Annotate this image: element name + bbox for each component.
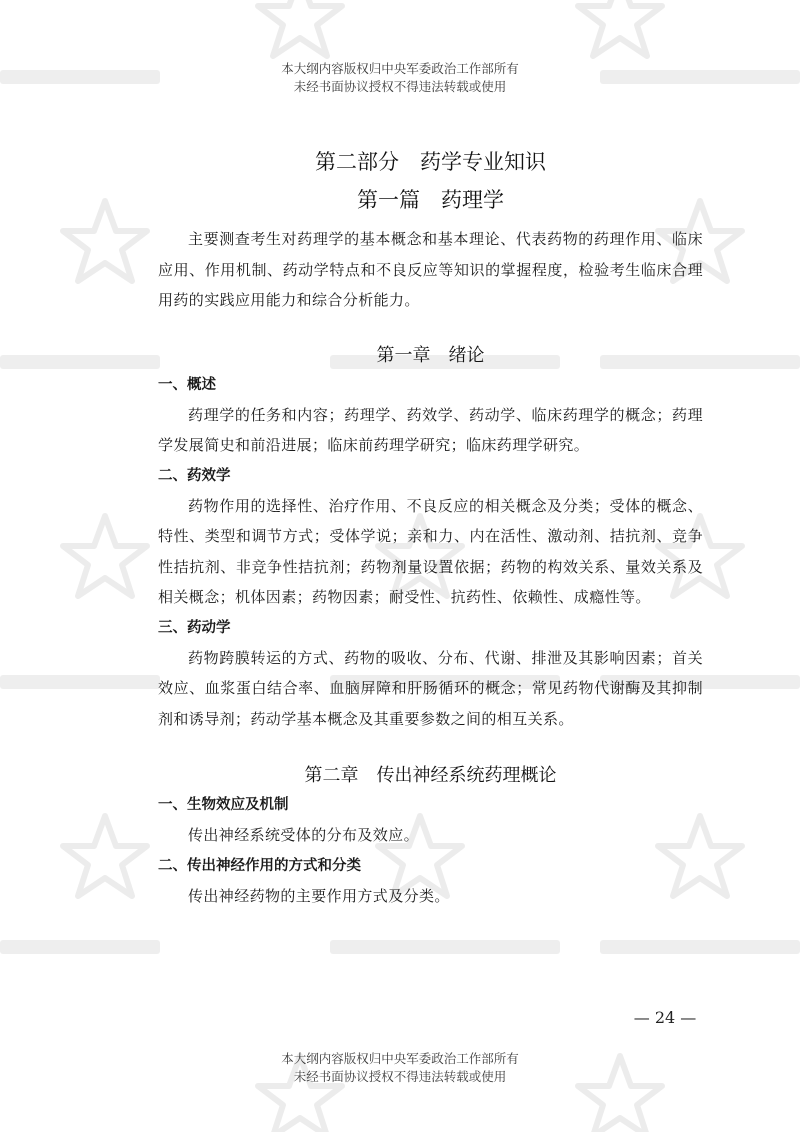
part-title: 第二部分 药学专业知识	[315, 150, 546, 174]
copyright-header-line1: 本大纲内容版权归中央军委政治工作部所有	[281, 61, 519, 76]
section-heading: 三、药动学	[158, 619, 231, 636]
watermark-star-icon	[63, 816, 147, 896]
intro-paragraph: 主要测查考生对药理学的基本概念和基本理论、代表药物的药理作用、临床应用、作用机制、药动学特点和不良反应等知识的掌握程度，检验考生临床合理用药的实践应用能力和综合分析能力。	[158, 230, 703, 309]
section-text: 药物跨膜转运的方式、药物的吸收、分布、代谢、排泄及其影响因素；首关效应、血浆蛋白结合率、血脑屏障和肝肠循环的概念；常见药物代谢酶及其抑制剂和诱导剂；药动学基本概念及其重要参数之间的相互关系。	[158, 648, 703, 728]
section-heading: 一、生物效应及机制	[158, 797, 289, 813]
watermark-star-icon	[578, 0, 662, 56]
section	[158, 461, 703, 613]
piece-title: 第一篇 药理学	[357, 188, 504, 212]
section-text: 传出神经系统受体的分布及效应。	[188, 826, 420, 844]
section-heading: 一、概述	[158, 376, 216, 393]
page-content	[158, 146, 703, 911]
copyright-footer-line2: 未经书面协议授权不得违法转载或使用	[293, 1069, 507, 1084]
section-text: 传出神经药物的主要作用方式及分类。	[188, 886, 450, 905]
chapter-1	[158, 342, 703, 735]
page-number: — 24 —	[633, 1008, 697, 1027]
copyright-footer	[0, 1050, 800, 1086]
section	[158, 790, 703, 851]
chapter-title: 第二章 传出神经系统药理概论	[304, 765, 557, 786]
copyright-header-line2: 未经书面协议授权不得违法转载或使用	[293, 79, 507, 94]
watermark-star-icon	[63, 516, 147, 596]
section	[158, 851, 703, 912]
chapter-title: 第一章 绪论	[376, 344, 485, 366]
watermark-star-icon	[258, 0, 342, 56]
copyright-header	[0, 60, 800, 96]
section-text: 药物作用的选择性、治疗作用、不良反应的相关概念及分类；受体的概念、特性、类型和调节方式；受体学说；亲和力、内在活性、激动剂、拮抗剂、竞争性拮抗剂、非竞争性拮抗剂；药物剂量设置依据；药物的构效关系、量效关系及相关概念；机体因素；药物因素；耐受性、抗药性、依赖性、成瘾性等。	[158, 496, 703, 606]
section	[158, 370, 703, 461]
section-heading: 二、药效学	[158, 467, 231, 484]
section	[158, 613, 703, 735]
chapter-2	[158, 762, 703, 911]
section-text: 药理学的任务和内容；药理学、药效学、药动学、临床药理学的概念；药理学发展简史和前沿进展；临床前药理学研究；临床药理学研究。	[158, 405, 703, 454]
copyright-footer-line1: 本大纲内容版权归中央军委政治工作部所有	[281, 1051, 519, 1066]
watermark-star-icon	[63, 201, 147, 281]
section-heading: 二、传出神经作用的方式和分类	[158, 857, 361, 874]
